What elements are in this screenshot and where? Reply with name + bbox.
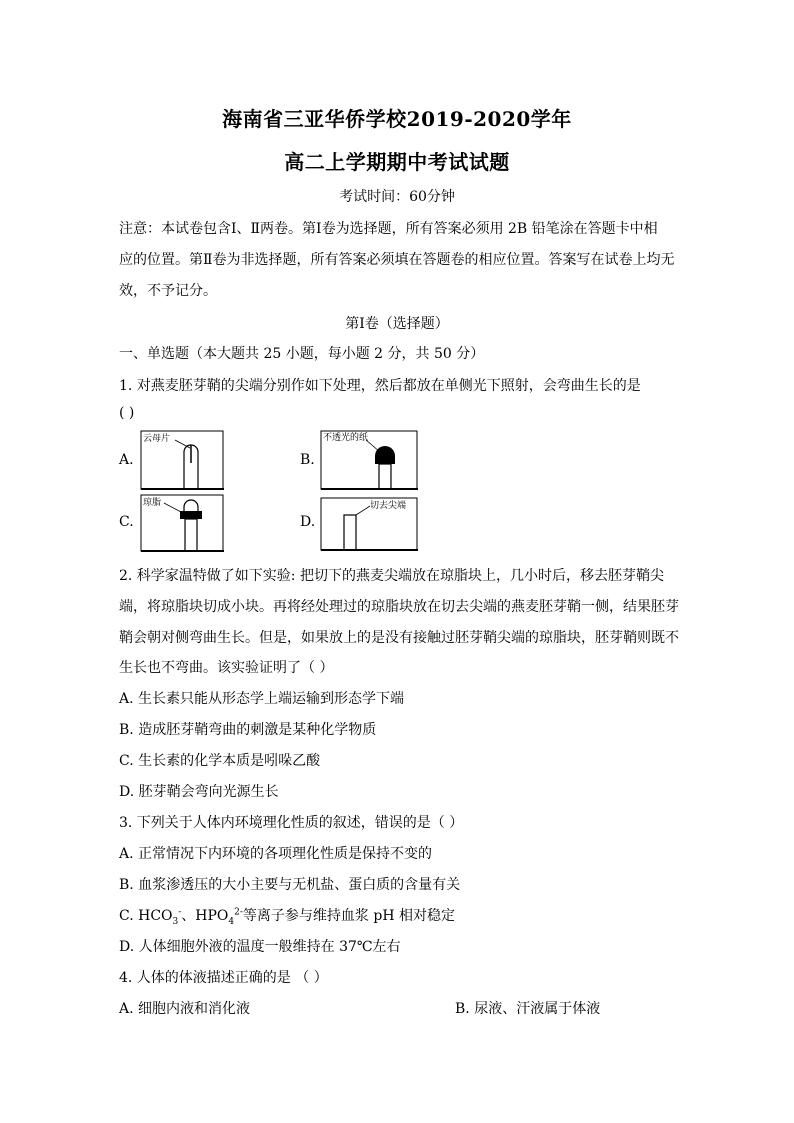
exam-title-line1: 海南省三亚华侨学校2019-2020学年 <box>222 107 572 131</box>
q4-option-a: A. 细胞内液和消化液 <box>119 1001 251 1017</box>
q3-option-c <box>119 905 679 927</box>
q2-line-4: 生长也不弯曲。该实验证明了（ ） <box>119 660 334 676</box>
q3-c-sup: 2- <box>234 907 243 918</box>
q4-stem: 4. 人体的体液描述正确的是 （ ） <box>119 970 328 986</box>
q1-option-c-label: C. <box>119 514 134 530</box>
q2-line-1: 2. 科学家温特做了如下实验: 把切下的燕麦尖端放在琼脂块上，几小时后，移去胚芽鞘尖 <box>119 568 664 584</box>
q1-figure-d-label: 切去尖端 <box>370 501 407 511</box>
q1-stem: 1. 对燕麦胚芽鞘的尖端分别作如下处理，然后都放在单侧光下照射，会弯曲生长的是 <box>119 378 641 394</box>
exam-title-line2: 高二上学期期中考试试题 <box>284 150 510 174</box>
q1-figure-b <box>320 430 420 492</box>
q3-option-a: A. 正常情况下内环境的各项理化性质是保持不变的 <box>119 846 433 862</box>
q3-option-d: D. 人体细胞外液的温度一般维持在 37℃左右 <box>119 939 401 955</box>
notice-line-3: 效，不予记分。 <box>119 283 217 299</box>
q1-option-b-label: B. <box>300 452 315 468</box>
q1-figure-d <box>320 497 420 553</box>
q3-c-text: 、HPO <box>181 908 229 924</box>
q1-option-d-label: D. <box>300 514 316 530</box>
part-heading: 一、单选题（本大题共 25 小题，每小题 2 分，共 50 分） <box>119 346 485 362</box>
q1-figure-b-label: 不透光的纸 <box>323 433 369 443</box>
q1-figure-c <box>140 494 226 554</box>
q1-figure-a-label: 云母片 <box>143 434 171 444</box>
q2-line-3: 鞘会朝对侧弯曲生长。但是，如果放上的是没有接触过胚芽鞘尖端的琼脂块，胚芽鞘则既不 <box>119 630 679 646</box>
exam-time: 考试时间：60分钟 <box>339 189 455 205</box>
q2-option-a: A. 生长素只能从形态学上端运输到形态学下端 <box>119 691 405 707</box>
q3-c-sup: - <box>178 907 182 918</box>
notice-line-2: 应的位置。第Ⅱ卷为非选择题，所有答案必须填在答题卷的相应位置。答案写在试卷上均无 <box>119 252 675 268</box>
volume-title: 第Ⅰ卷（选择题） <box>345 316 449 332</box>
q1-figure-a <box>140 430 226 492</box>
q2-option-d: D. 胚芽鞘会弯向光源生长 <box>119 784 279 800</box>
q3-option-b: B. 血浆渗透压的大小主要与无机盐、蛋白质的含量有关 <box>119 877 461 893</box>
q2-option-c: C. 生长素的化学本质是吲哚乙酸 <box>119 753 321 769</box>
q3-c-sub: 4 <box>228 916 235 927</box>
q3-c-text: 等离子参与维持血浆 pH 相对稳定 <box>242 908 455 924</box>
notice-line-1: 注意：本试卷包含Ⅰ、Ⅱ两卷。第Ⅰ卷为选择题，所有答案必须用 2B 铅笔涂在答题卡中相 <box>119 221 658 237</box>
q1-figure-c-label: 琼脂 <box>143 498 162 508</box>
q2-line-2: 端，将琼脂块切成小块。再将经处理过的琼脂块放在切去尖端的燕麦胚芽鞘一侧，结果胚芽 <box>119 599 679 615</box>
q1-option-a-label: A. <box>119 452 134 468</box>
q4-option-b: B. 尿液、汗液属于体液 <box>455 1001 601 1017</box>
q1-paren: ( ) <box>119 405 135 421</box>
q3-c-text: C. HCO <box>119 908 173 924</box>
q3-stem: 3. 下列关于人体内环境理化性质的叙述，错误的是（ ） <box>119 815 464 831</box>
q3-c-sub: 3 <box>172 916 179 927</box>
q2-option-b: B. 造成胚芽鞘弯曲的刺激是某种化学物质 <box>119 722 377 738</box>
